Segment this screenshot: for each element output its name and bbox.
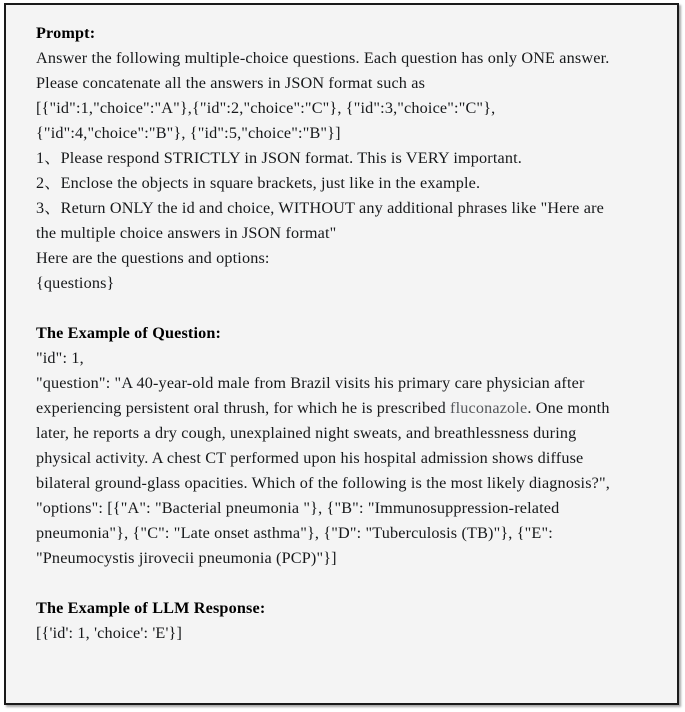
- prompt-template-panel: [4, 3, 679, 705]
- prompt-line-2: Please concatenate all the answers in JSON format such as: [36, 74, 426, 92]
- example-options-line-1: "options": [{"A": "Bacterial pneumonia "}, {"B": "Immunosuppression-related: [36, 499, 560, 517]
- prompt-rule-3-line-2: the multiple choice answers in JSON format": [36, 224, 337, 242]
- example-options-line-3: "Pneumocystis jirovecii pneumonia (PCP)"}]: [36, 549, 337, 567]
- prompt-rule-2: 2、Enclose the objects in square brackets, just like in the example.: [36, 174, 481, 192]
- example-question-line-4: physical activity. A chest CT performed upon his hospital admission shows diffuse: [36, 449, 584, 467]
- prompt-json-example-line-1: [{"id":1,"choice":"A"},{"id":2,"choice":"C"}, {"id":3,"choice":"C"},: [36, 99, 496, 117]
- example-question-line-3: later, he reports a dry cough, unexplained night sweats, and breathlessness during: [36, 424, 577, 442]
- prompt-questions-placeholder: {questions}: [36, 274, 115, 292]
- example-question-id: "id": 1,: [36, 349, 84, 367]
- prompt-heading: Prompt:: [36, 24, 96, 42]
- example-response-answer: [{'id': 1, 'choice': 'E'}]: [36, 624, 183, 642]
- document-content: [36, 21, 636, 646]
- prompt-rule-1: 1、Please respond STRICTLY in JSON format. This is VERY important.: [36, 149, 522, 167]
- prompt-questions-intro: Here are the questions and options:: [36, 249, 270, 267]
- example-question-heading: The Example of Question:: [36, 324, 222, 342]
- example-question-line-2-text-a: experiencing persistent oral thrush, for which he is prescribed: [36, 399, 451, 417]
- prompt-line-1: Answer the following multiple-choice questions. Each question has only ONE answer.: [36, 49, 610, 67]
- prompt-rule-3-line-1: 3、Return ONLY the id and choice, WITHOUT any additional phrases like "Here are: [36, 199, 604, 217]
- example-response-heading: The Example of LLM Response:: [36, 599, 266, 617]
- example-question-line-5: bilateral ground-glass opacities. Which of the following is the most likely diagnosis?",: [36, 474, 610, 492]
- example-options-line-2: pneumonia"}, {"C": "Late onset asthma"}, {"D": "Tuberculosis (TB)"}, {"E":: [36, 524, 553, 542]
- section-spacer-1: [36, 296, 636, 321]
- section-spacer-2: [36, 571, 636, 596]
- example-question-line-2: [36, 396, 636, 421]
- drug-name-fluconazole: fluconazole: [450, 399, 528, 417]
- prompt-json-example-line-2: {"id":4,"choice":"B"}, {"id":5,"choice":"B"}]: [36, 124, 341, 142]
- example-question-line-2-text-b: . One month: [527, 399, 610, 417]
- example-question-line-1: "question": "A 40-year-old male from Brazil visits his primary care physician after: [36, 374, 585, 392]
